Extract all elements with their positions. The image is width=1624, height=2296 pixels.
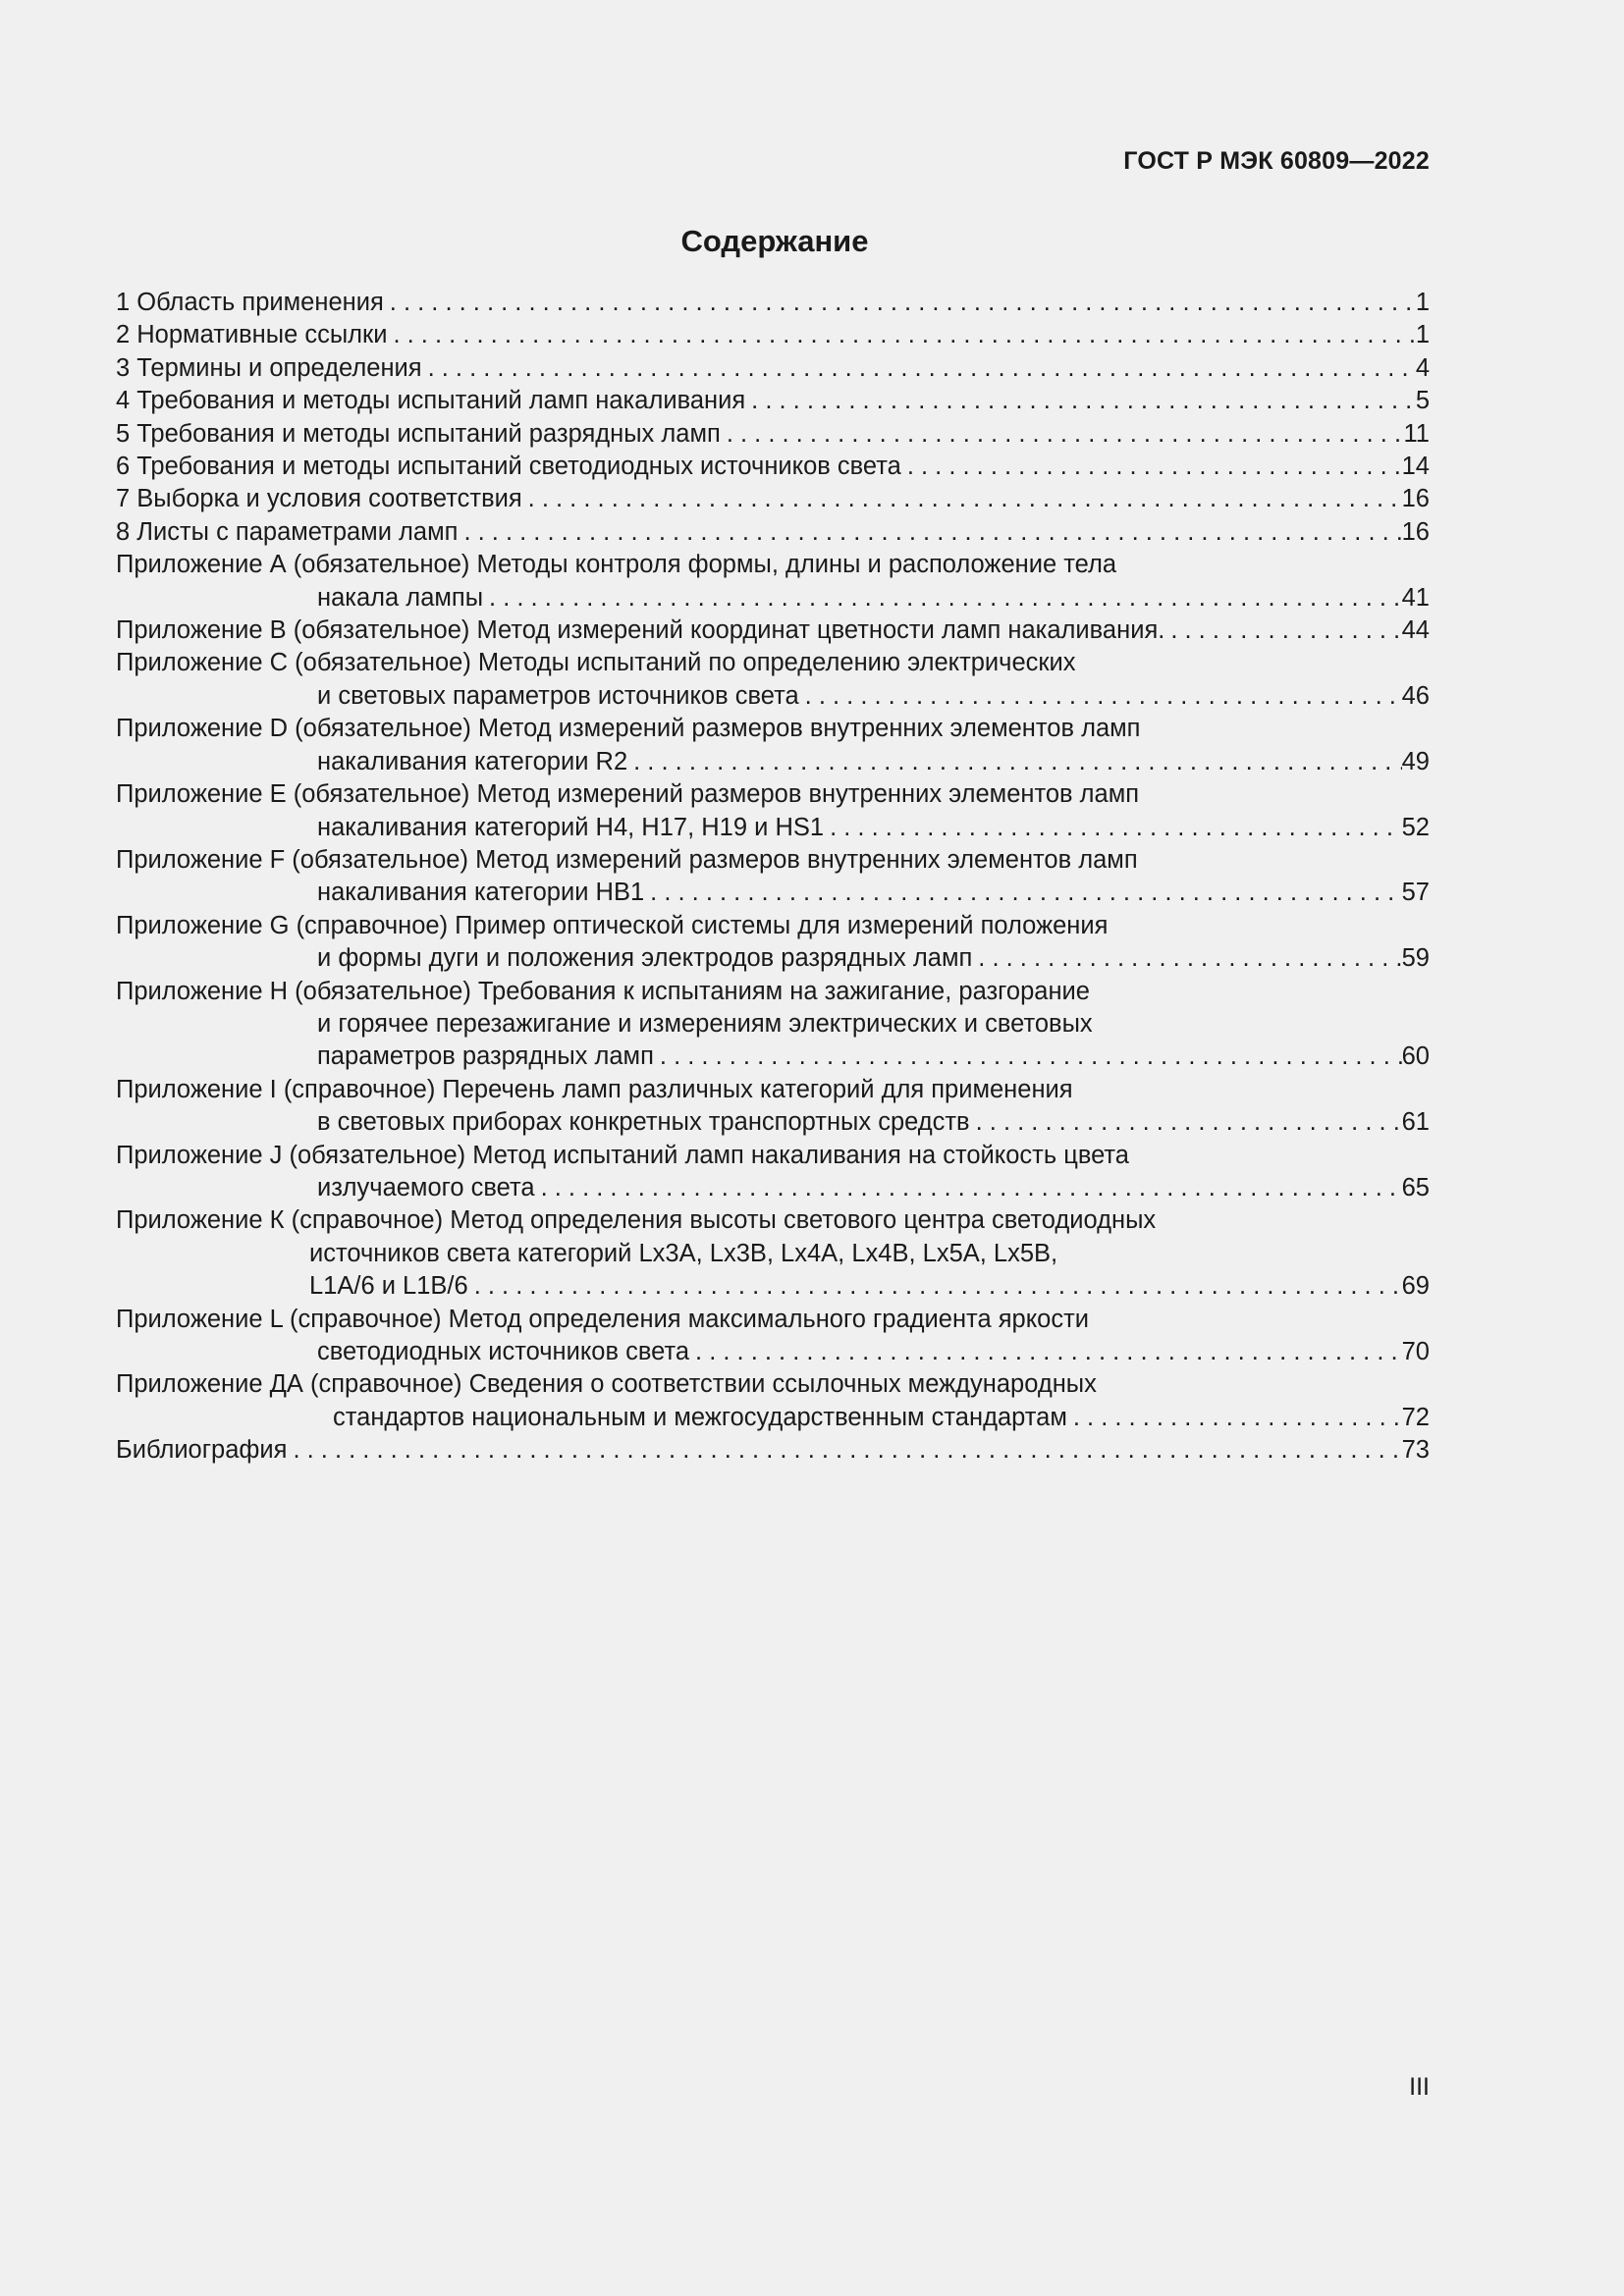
toc-entry-text: Библиография	[116, 1436, 288, 1465]
toc-entry-text: стандартов национальным и межгосударственным стандартам	[333, 1403, 1067, 1431]
table-of-contents	[116, 287, 1430, 1468]
toc-entry-page: 69	[1401, 1272, 1430, 1301]
toc-entry[interactable]	[116, 844, 1430, 910]
toc-entry-text: в световых приборах конкретных транспортных средств	[317, 1108, 970, 1137]
dot-leader	[535, 1172, 1402, 1204]
toc-entry[interactable]	[116, 614, 1430, 647]
toc-entry-text: излучаемого света	[317, 1173, 535, 1201]
toc-entry-page: 16	[1401, 517, 1430, 546]
toc-entry-text: 7 Выборка и условия соответствия	[116, 485, 522, 513]
dot-leader	[824, 812, 1402, 844]
toc-entry-text: Приложение J (обязательное) Метод испытаний ламп накаливания на стойкость цвета	[116, 1141, 1129, 1169]
toc-entry[interactable]	[116, 549, 1430, 614]
dot-leader	[483, 582, 1402, 614]
toc-entry[interactable]	[116, 319, 1430, 351]
toc-entry-text: Приложение К (справочное) Метод определения высоты светового центра светодиодных	[116, 1206, 1157, 1235]
toc-entry[interactable]	[116, 1140, 1430, 1205]
toc-entry-text: накаливания категории R2	[317, 747, 628, 775]
toc-entry[interactable]	[116, 1204, 1430, 1303]
toc-entry-text: 6 Требования и методы испытаний светодиодных источников света	[116, 453, 901, 481]
toc-entry[interactable]	[116, 976, 1430, 1074]
toc-entry-text: параметров разрядных ламп	[317, 1042, 654, 1071]
toc-entry-text: Приложение L (справочное) Метод определения максимального градиента яркости	[116, 1305, 1090, 1333]
toc-entry-text: и формы дуги и положения электродов разрядных ламп	[317, 944, 973, 973]
dot-leader	[799, 680, 1402, 713]
toc-entry[interactable]	[116, 352, 1430, 385]
toc-entry-text: 3 Термины и определения	[116, 353, 422, 382]
toc-entry-text: Приложение I (справочное) Перечень ламп различных категорий для применения	[116, 1075, 1073, 1103]
dot-leader	[384, 287, 1416, 319]
toc-entry-text: накаливания категорий H4, H17, H19 и HS1	[317, 813, 825, 841]
toc-entry-page: 44	[1401, 616, 1430, 645]
toc-entry[interactable]	[116, 418, 1430, 451]
toc-entry-text: Приложение F (обязательное) Метод измерений размеров внутренних элементов ламп	[116, 845, 1138, 874]
toc-entry-text: светодиодных источников света	[317, 1338, 690, 1365]
dot-leader	[422, 352, 1416, 385]
toc-entry[interactable]	[116, 385, 1430, 417]
dot-leader	[972, 942, 1401, 975]
dot-leader	[970, 1106, 1402, 1139]
toc-entry[interactable]	[116, 287, 1430, 319]
dot-leader	[1164, 614, 1401, 647]
toc-entry-page: 46	[1401, 681, 1430, 710]
toc-entry-page: 11	[1403, 419, 1430, 448]
toc-entry-text: Приложение А (обязательное) Методы контроля формы, длины и расположение тела	[116, 551, 1117, 579]
dot-leader	[627, 746, 1401, 778]
dot-leader	[689, 1336, 1402, 1368]
dot-leader	[287, 1434, 1401, 1467]
toc-entry[interactable]	[116, 778, 1430, 844]
toc-entry-text: 5 Требования и методы испытаний разрядных ламп	[116, 419, 721, 448]
dot-leader	[644, 877, 1401, 909]
toc-entry[interactable]	[116, 713, 1430, 778]
toc-entry[interactable]	[116, 483, 1430, 515]
toc-entry[interactable]	[116, 1074, 1430, 1140]
toc-entry-page: 1	[1415, 321, 1430, 349]
toc-entry-text: Приложение С (обязательное) Методы испытаний по определению электрических	[116, 649, 1076, 677]
toc-entry-page: 72	[1401, 1403, 1430, 1431]
dot-leader	[901, 451, 1402, 483]
toc-entry-page: 1	[1415, 289, 1430, 316]
toc-entry-text: и световых параметров источников света	[317, 681, 799, 710]
toc-entry[interactable]	[116, 647, 1430, 713]
dot-leader	[654, 1041, 1402, 1073]
toc-entry-page: 57	[1401, 879, 1430, 907]
toc-entry-text: L1A/6 и L1B/6	[309, 1272, 468, 1301]
dot-leader	[721, 418, 1404, 451]
toc-entry-page: 65	[1401, 1173, 1430, 1201]
page-number: III	[1409, 2073, 1430, 2101]
toc-title: Содержание	[680, 224, 869, 258]
toc-entry-page: 5	[1415, 387, 1430, 415]
toc-entry[interactable]	[116, 1304, 1430, 1369]
toc-entry-text: 2 Нормативные ссылки	[116, 321, 388, 349]
toc-entry[interactable]	[116, 451, 1430, 483]
dot-leader	[745, 385, 1416, 417]
toc-entry-page: 4	[1415, 353, 1430, 382]
dot-leader	[522, 483, 1402, 515]
dot-leader	[468, 1270, 1402, 1303]
toc-entry-text: Приложение H (обязательное) Требования к испытаниям на зажигание, разгорание	[116, 977, 1090, 1005]
toc-entry[interactable]	[116, 516, 1430, 549]
toc-entry-text: Приложение ДА (справочное) Сведения о соответствии ссылочных международных	[116, 1370, 1097, 1399]
toc-entry[interactable]	[116, 910, 1430, 976]
toc-entry-page: 49	[1401, 747, 1430, 775]
document-header: ГОСТ Р МЭК 60809—2022	[1123, 147, 1430, 175]
toc-entry-page: 73	[1401, 1436, 1430, 1465]
toc-entry-page: 52	[1401, 813, 1430, 841]
toc-entry-page: 14	[1401, 453, 1430, 481]
toc-entry-page: 41	[1401, 583, 1430, 612]
toc-entry-text: Приложение В (обязательное) Метод измерений координат цветности ламп накаливания.	[116, 616, 1165, 645]
toc-entry-text: Приложение E (обязательное) Метод измерений размеров внутренних элементов ламп	[116, 780, 1140, 809]
toc-entry-text: 8 Листы с параметрами ламп	[116, 517, 459, 546]
toc-entry-page: 70	[1401, 1338, 1430, 1365]
toc-entry[interactable]	[116, 1368, 1430, 1434]
toc-entry-text: источников света категорий Lx3A, Lx3B, Lx4A, Lx4B, Lx5A, Lx5B,	[309, 1239, 1058, 1267]
dot-leader	[458, 516, 1401, 549]
toc-entry-text: 1 Область применения	[116, 289, 384, 316]
toc-entry-text: и горячее перезажигание и измерениям электрических и световых	[317, 1009, 1093, 1038]
toc-entry-text: накаливания категории HB1	[317, 879, 645, 907]
toc-entry-page: 59	[1401, 944, 1430, 973]
toc-entry-text: 4 Требования и методы испытаний ламп накаливания	[116, 387, 746, 415]
dot-leader	[387, 319, 1415, 351]
toc-entry-text: Приложение G (справочное) Пример оптической системы для измерений положения	[116, 911, 1109, 939]
toc-entry-text: Приложение D (обязательное) Метод измерений размеров внутренних элементов ламп	[116, 715, 1141, 743]
toc-entry-text: накала лампы	[317, 583, 484, 612]
dot-leader	[1067, 1402, 1402, 1434]
toc-entry-page: 60	[1401, 1042, 1430, 1071]
toc-entry-page: 61	[1401, 1108, 1430, 1137]
toc-entry[interactable]	[116, 1434, 1430, 1467]
toc-entry-page: 16	[1401, 485, 1430, 513]
